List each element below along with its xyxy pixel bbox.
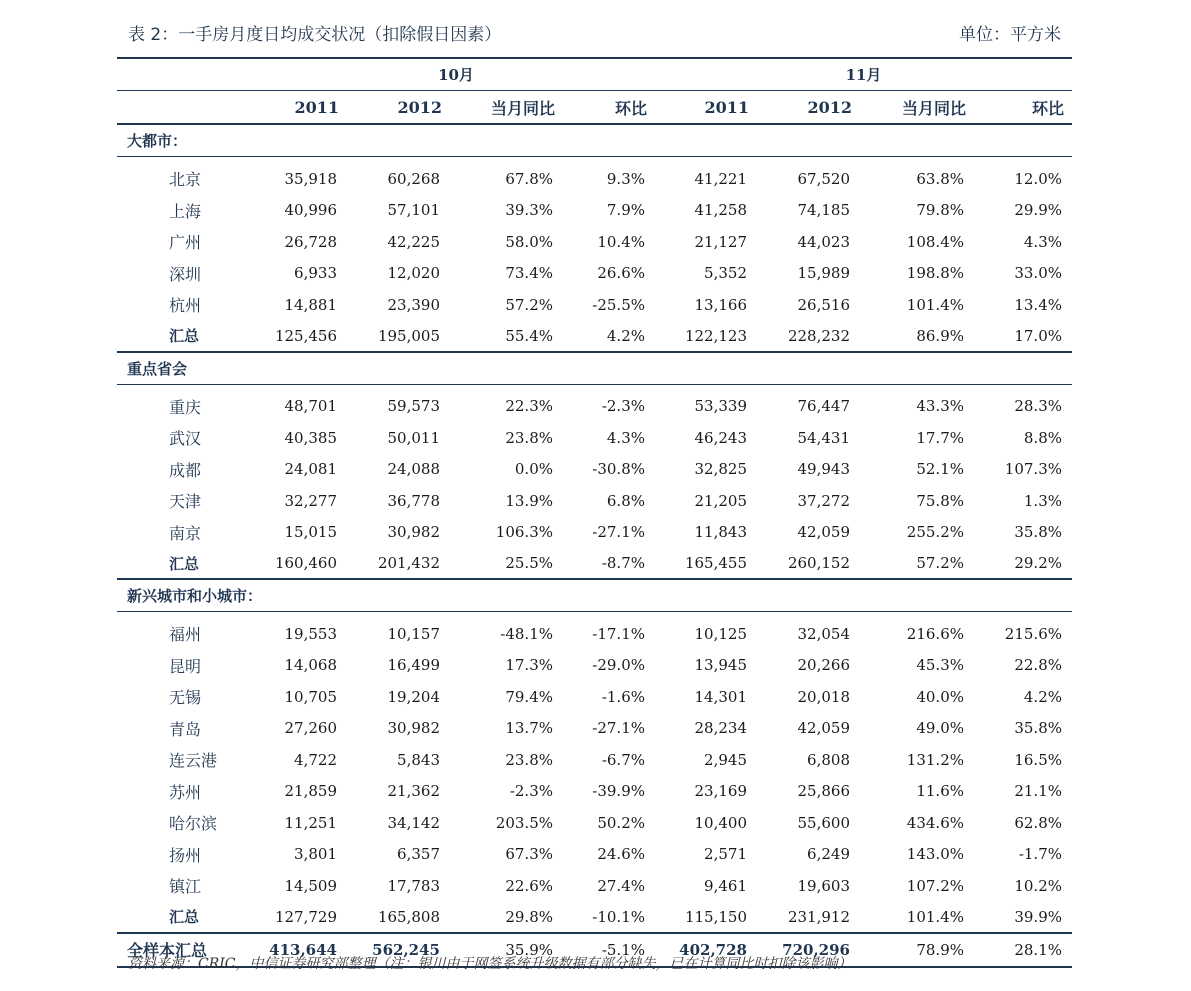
table-cell: 19,603 [797, 876, 850, 895]
table-cell: 53,339 [694, 397, 747, 416]
table-cell: 14,068 [284, 656, 337, 675]
column-header: 2012 [347, 91, 450, 125]
table-row [117, 289, 1072, 321]
table-cell: 57,101 [387, 201, 440, 220]
table-cell: 73.4% [505, 264, 553, 283]
table-cell: -6.7% [601, 750, 645, 769]
row-label: 青岛 [169, 719, 202, 739]
table-row [117, 226, 1072, 258]
table-cell: 74,185 [797, 201, 850, 220]
table-cell: 198.8% [906, 264, 964, 283]
table-cell: 115,150 [655, 902, 757, 933]
row-label: 扬州 [169, 845, 202, 865]
row-label: 成都 [169, 460, 202, 480]
row-label: 北京 [169, 170, 202, 190]
table-row [117, 807, 1072, 839]
table-row [117, 650, 1072, 682]
table-cell: 14,509 [284, 876, 337, 895]
table-cell: 106.3% [495, 523, 553, 542]
row-label: 杭州 [169, 296, 202, 316]
table-cell: 216.6% [906, 624, 964, 643]
table-cell: 76,447 [797, 397, 850, 416]
row-label: 汇总 [117, 548, 257, 579]
table-cell: -10.1% [563, 902, 655, 933]
table-cell: 32,825 [694, 460, 747, 479]
table-cell: 46,243 [694, 428, 747, 447]
table-row [117, 870, 1072, 902]
table-cell: 11,251 [284, 813, 337, 832]
table-cell: 28,234 [694, 719, 747, 738]
table-cell: 203.5% [495, 813, 553, 832]
table-cell: 41,258 [694, 201, 747, 220]
table-cell: 28.3% [1014, 397, 1062, 416]
table-cell: 228,232 [757, 321, 860, 352]
table-row [117, 713, 1072, 745]
table-cell: 101.4% [860, 902, 974, 933]
table-cell: 86.9% [860, 321, 974, 352]
table-cell: 10,400 [694, 813, 747, 832]
table-cell: 6,933 [294, 264, 337, 283]
table-cell: 10,157 [387, 624, 440, 643]
table-cell: 24.6% [597, 845, 645, 864]
table-cell: 23,169 [694, 782, 747, 801]
table-cell: 42,059 [797, 523, 850, 542]
table-cell: 24,081 [284, 460, 337, 479]
table-cell: 79.8% [916, 201, 964, 220]
table-cell: 35.8% [1014, 719, 1062, 738]
subtotal-row [117, 548, 1072, 579]
table-cell: 33.0% [1014, 264, 1062, 283]
table-cell: 13,945 [694, 656, 747, 675]
table-cell: 11,843 [694, 523, 747, 542]
table-cell: -25.5% [592, 295, 645, 314]
unit-label: 单位：平方米 [959, 25, 1061, 45]
table-cell: 40,385 [284, 428, 337, 447]
row-label: 昆明 [169, 656, 202, 676]
table-row [117, 612, 1072, 650]
table-cell: 231,912 [757, 902, 860, 933]
table-cell: 25,866 [797, 782, 850, 801]
table-cell: 13.9% [505, 491, 553, 510]
table-cell: 12,020 [387, 264, 440, 283]
table-cell: 30,982 [387, 719, 440, 738]
row-label: 无锡 [169, 688, 202, 708]
table-cell: 79.4% [505, 687, 553, 706]
row-label: 汇总 [117, 902, 257, 933]
table-cell: 29.2% [974, 548, 1072, 579]
table-cell: 22.8% [1014, 656, 1062, 675]
table-cell: 4.3% [606, 428, 645, 447]
table-cell: 32,277 [284, 491, 337, 510]
row-label: 全样本汇总 [117, 933, 257, 967]
table-cell: 23.8% [505, 750, 553, 769]
table-cell: 26.6% [597, 264, 645, 283]
table-cell: 21.1% [1014, 782, 1062, 801]
table-cell: 67.8% [505, 169, 553, 188]
table-cell: 7.9% [606, 201, 645, 220]
table-cell: 26,728 [284, 232, 337, 251]
table-cell: 4.2% [563, 321, 655, 352]
table-cell: 21,127 [694, 232, 747, 251]
table-cell: 49.0% [916, 719, 964, 738]
table-cell: 39.9% [974, 902, 1072, 933]
row-label: 上海 [169, 201, 202, 221]
table-cell: 55,600 [797, 813, 850, 832]
table-cell: 4.3% [1023, 232, 1062, 251]
table-cell: -27.1% [592, 523, 645, 542]
table-cell: 127,729 [257, 902, 347, 933]
table-cell: 107.2% [906, 876, 964, 895]
table-cell: 15,015 [284, 523, 337, 542]
table-cell: 22.3% [505, 397, 553, 416]
row-label: 汇总 [117, 321, 257, 352]
table-cell: 260,152 [757, 548, 860, 579]
table-cell: 23,390 [387, 295, 440, 314]
group-header-row [117, 579, 1072, 612]
row-label: 连云港 [169, 751, 218, 771]
table-cell: 4.2% [1023, 687, 1062, 706]
table-cell: 44,023 [797, 232, 850, 251]
table-cell: -17.1% [592, 624, 645, 643]
table-cell: 20,266 [797, 656, 850, 675]
table-cell: 165,455 [655, 548, 757, 579]
row-label: 镇江 [169, 877, 202, 897]
table-cell: 131.2% [906, 750, 964, 769]
table-cell: 101.4% [906, 295, 964, 314]
row-label: 广州 [169, 233, 202, 253]
table-cell: 165,808 [347, 902, 450, 933]
table-cell: 20,018 [797, 687, 850, 706]
table-cell: 52.1% [916, 460, 964, 479]
table-row [117, 681, 1072, 713]
table-cell: 17.0% [974, 321, 1072, 352]
table-cell: 19,553 [284, 624, 337, 643]
table-row [117, 839, 1072, 871]
table-row [117, 454, 1072, 486]
table-cell: 10.4% [597, 232, 645, 251]
table-title: 表 2：一手房月度日均成交状况（扣除假日因素） [128, 25, 502, 45]
table-cell: 5,352 [704, 264, 747, 283]
table-cell: 21,859 [284, 782, 337, 801]
table-cell: 10.2% [1014, 876, 1062, 895]
table-cell: 35,918 [284, 169, 337, 188]
row-label: 哈尔滨 [169, 814, 218, 834]
table-row [117, 384, 1072, 422]
table-cell: 2,571 [704, 845, 747, 864]
table-cell: 10,705 [284, 687, 337, 706]
table-cell: 6,808 [807, 750, 850, 769]
column-header-row [117, 91, 1072, 125]
table-cell: 13.4% [1014, 295, 1062, 314]
table-cell: 55.4% [450, 321, 563, 352]
table-cell: 35.8% [1014, 523, 1062, 542]
table-cell: 3,801 [294, 845, 337, 864]
table-cell: 1.3% [1023, 491, 1062, 510]
column-header: 环比 [563, 91, 655, 125]
table-cell: -27.1% [592, 719, 645, 738]
table-cell: 15,989 [797, 264, 850, 283]
table-cell: 19,204 [387, 687, 440, 706]
table-cell: 63.8% [916, 169, 964, 188]
table-cell: 67,520 [797, 169, 850, 188]
table-cell: 27,260 [284, 719, 337, 738]
source-note: 资料来源：CRIC，中信证券研究部整理（注：银川由于网签系统升级数据有部分缺失，已在计算同比时扣除该影响） [128, 956, 852, 972]
table-cell: 5,843 [397, 750, 440, 769]
row-label: 苏州 [169, 782, 202, 802]
table-cell: 9.3% [606, 169, 645, 188]
table-cell: 402,728 [655, 933, 757, 967]
table-cell: 17,783 [387, 876, 440, 895]
corner-cell [117, 91, 257, 125]
table-cell: 29.9% [1014, 201, 1062, 220]
group-header-row [117, 352, 1072, 385]
table-cell: 49,943 [797, 460, 850, 479]
table-cell: 6,249 [807, 845, 850, 864]
table-cell: 34,142 [387, 813, 440, 832]
table-cell: 14,301 [694, 687, 747, 706]
table-cell: 58.0% [505, 232, 553, 251]
table-cell: 36,778 [387, 491, 440, 510]
table-cell: 40.0% [916, 687, 964, 706]
group-title: 大都市： [117, 124, 1072, 157]
table-cell: 255.2% [906, 523, 964, 542]
table-cell: 50.2% [597, 813, 645, 832]
table-cell: 17.3% [505, 656, 553, 675]
table-cell: 4,722 [294, 750, 337, 769]
table-row [117, 517, 1072, 549]
table-cell: -2.3% [509, 782, 553, 801]
table-cell: 6.8% [606, 491, 645, 510]
table-cell: 201,432 [347, 548, 450, 579]
table-cell: 14,881 [284, 295, 337, 314]
table-cell: 13.7% [505, 719, 553, 738]
table-cell: -48.1% [500, 624, 553, 643]
table-cell: 26,516 [797, 295, 850, 314]
table-cell: 42,225 [387, 232, 440, 251]
table-cell: 29.8% [450, 902, 563, 933]
column-header: 当月同比 [860, 91, 974, 125]
corner-cell [117, 58, 257, 91]
table-cell: 215.6% [1004, 624, 1062, 643]
table-row [117, 258, 1072, 290]
table-cell: 108.4% [906, 232, 964, 251]
table-cell: 45.3% [916, 656, 964, 675]
table-cell: 67.3% [505, 845, 553, 864]
table-cell: 10,125 [694, 624, 747, 643]
table-row [117, 195, 1072, 227]
subtotal-row [117, 902, 1072, 933]
table-cell: 720,296 [757, 933, 860, 967]
table-cell: -1.6% [601, 687, 645, 706]
table-cell: 9,461 [704, 876, 747, 895]
table-cell: 62.8% [1014, 813, 1062, 832]
table-cell: 30,982 [387, 523, 440, 542]
table-cell: 43.3% [916, 397, 964, 416]
row-label: 天津 [169, 492, 202, 512]
table-cell: 21,362 [387, 782, 440, 801]
table-row [117, 422, 1072, 454]
table-cell: 160,460 [257, 548, 347, 579]
column-header: 2011 [257, 91, 347, 125]
column-header: 当月同比 [450, 91, 563, 125]
table-cell: 11.6% [916, 782, 964, 801]
table-cell: -29.0% [592, 656, 645, 675]
row-label: 深圳 [169, 264, 202, 284]
table-cell: 13,166 [694, 295, 747, 314]
row-label: 重庆 [169, 397, 202, 417]
column-header: 环比 [974, 91, 1072, 125]
table-cell: 21,205 [694, 491, 747, 510]
column-header: 2012 [757, 91, 860, 125]
table-cell: 6,357 [397, 845, 440, 864]
group-title: 新兴城市和小城市： [117, 579, 1072, 612]
table-cell: 17.7% [916, 428, 964, 447]
table-cell: 24,088 [387, 460, 440, 479]
table-cell: 37,272 [797, 491, 850, 510]
table-cell: -39.9% [592, 782, 645, 801]
row-label: 南京 [169, 523, 202, 543]
row-label: 武汉 [169, 429, 202, 449]
group-title: 重点省会 [117, 352, 1072, 385]
subtotal-row [117, 321, 1072, 352]
table-cell: 57.2% [505, 295, 553, 314]
table-cell: 2,945 [704, 750, 747, 769]
table-row [117, 776, 1072, 808]
table-cell: 413,644 [257, 933, 347, 967]
table-cell: 78.9% [860, 933, 974, 967]
table-cell: 40,996 [284, 201, 337, 220]
table-row [117, 485, 1072, 517]
table-cell: -5.1% [563, 933, 655, 967]
table-cell: 16.5% [1014, 750, 1062, 769]
table-cell: 195,005 [347, 321, 450, 352]
month-header-oct: 10月 [257, 58, 655, 91]
table-cell: 107.3% [1004, 460, 1062, 479]
table-cell: 28.1% [974, 933, 1072, 967]
table-cell: -2.3% [601, 397, 645, 416]
month-header-nov: 11月 [655, 58, 1072, 91]
table-cell: 59,573 [387, 397, 440, 416]
table-body [117, 124, 1072, 967]
group-header-row [117, 124, 1072, 157]
row-label: 福州 [169, 625, 202, 645]
table-cell: 60,268 [387, 169, 440, 188]
housing-transaction-table [117, 57, 1072, 968]
table-cell: 39.3% [505, 201, 553, 220]
table-cell: 48,701 [284, 397, 337, 416]
table-cell: 57.2% [860, 548, 974, 579]
table-cell: 16,499 [387, 656, 440, 675]
table-cell: 25.5% [450, 548, 563, 579]
table-cell: 562,245 [347, 933, 450, 967]
table-cell: -1.7% [1018, 845, 1062, 864]
table-cell: 23.8% [505, 428, 553, 447]
table-cell: -8.7% [563, 548, 655, 579]
table-cell: 143.0% [906, 845, 964, 864]
table-cell: 35.9% [450, 933, 563, 967]
table-cell: 54,431 [797, 428, 850, 447]
table-row [117, 157, 1072, 195]
table-cell: 125,456 [257, 321, 347, 352]
table-row [117, 744, 1072, 776]
table-cell: -30.8% [592, 460, 645, 479]
table-cell: 32,054 [797, 624, 850, 643]
table-cell: 12.0% [1014, 169, 1062, 188]
table-cell: 434.6% [906, 813, 964, 832]
table-cell: 0.0% [514, 460, 553, 479]
month-header-row [117, 58, 1072, 91]
column-header: 2011 [655, 91, 757, 125]
table-cell: 50,011 [387, 428, 440, 447]
table-cell: 42,059 [797, 719, 850, 738]
table-cell: 122,123 [655, 321, 757, 352]
table-cell: 8.8% [1023, 428, 1062, 447]
table-cell: 22.6% [505, 876, 553, 895]
table-cell: 41,221 [694, 169, 747, 188]
table-cell: 75.8% [916, 491, 964, 510]
table-cell: 27.4% [597, 876, 645, 895]
